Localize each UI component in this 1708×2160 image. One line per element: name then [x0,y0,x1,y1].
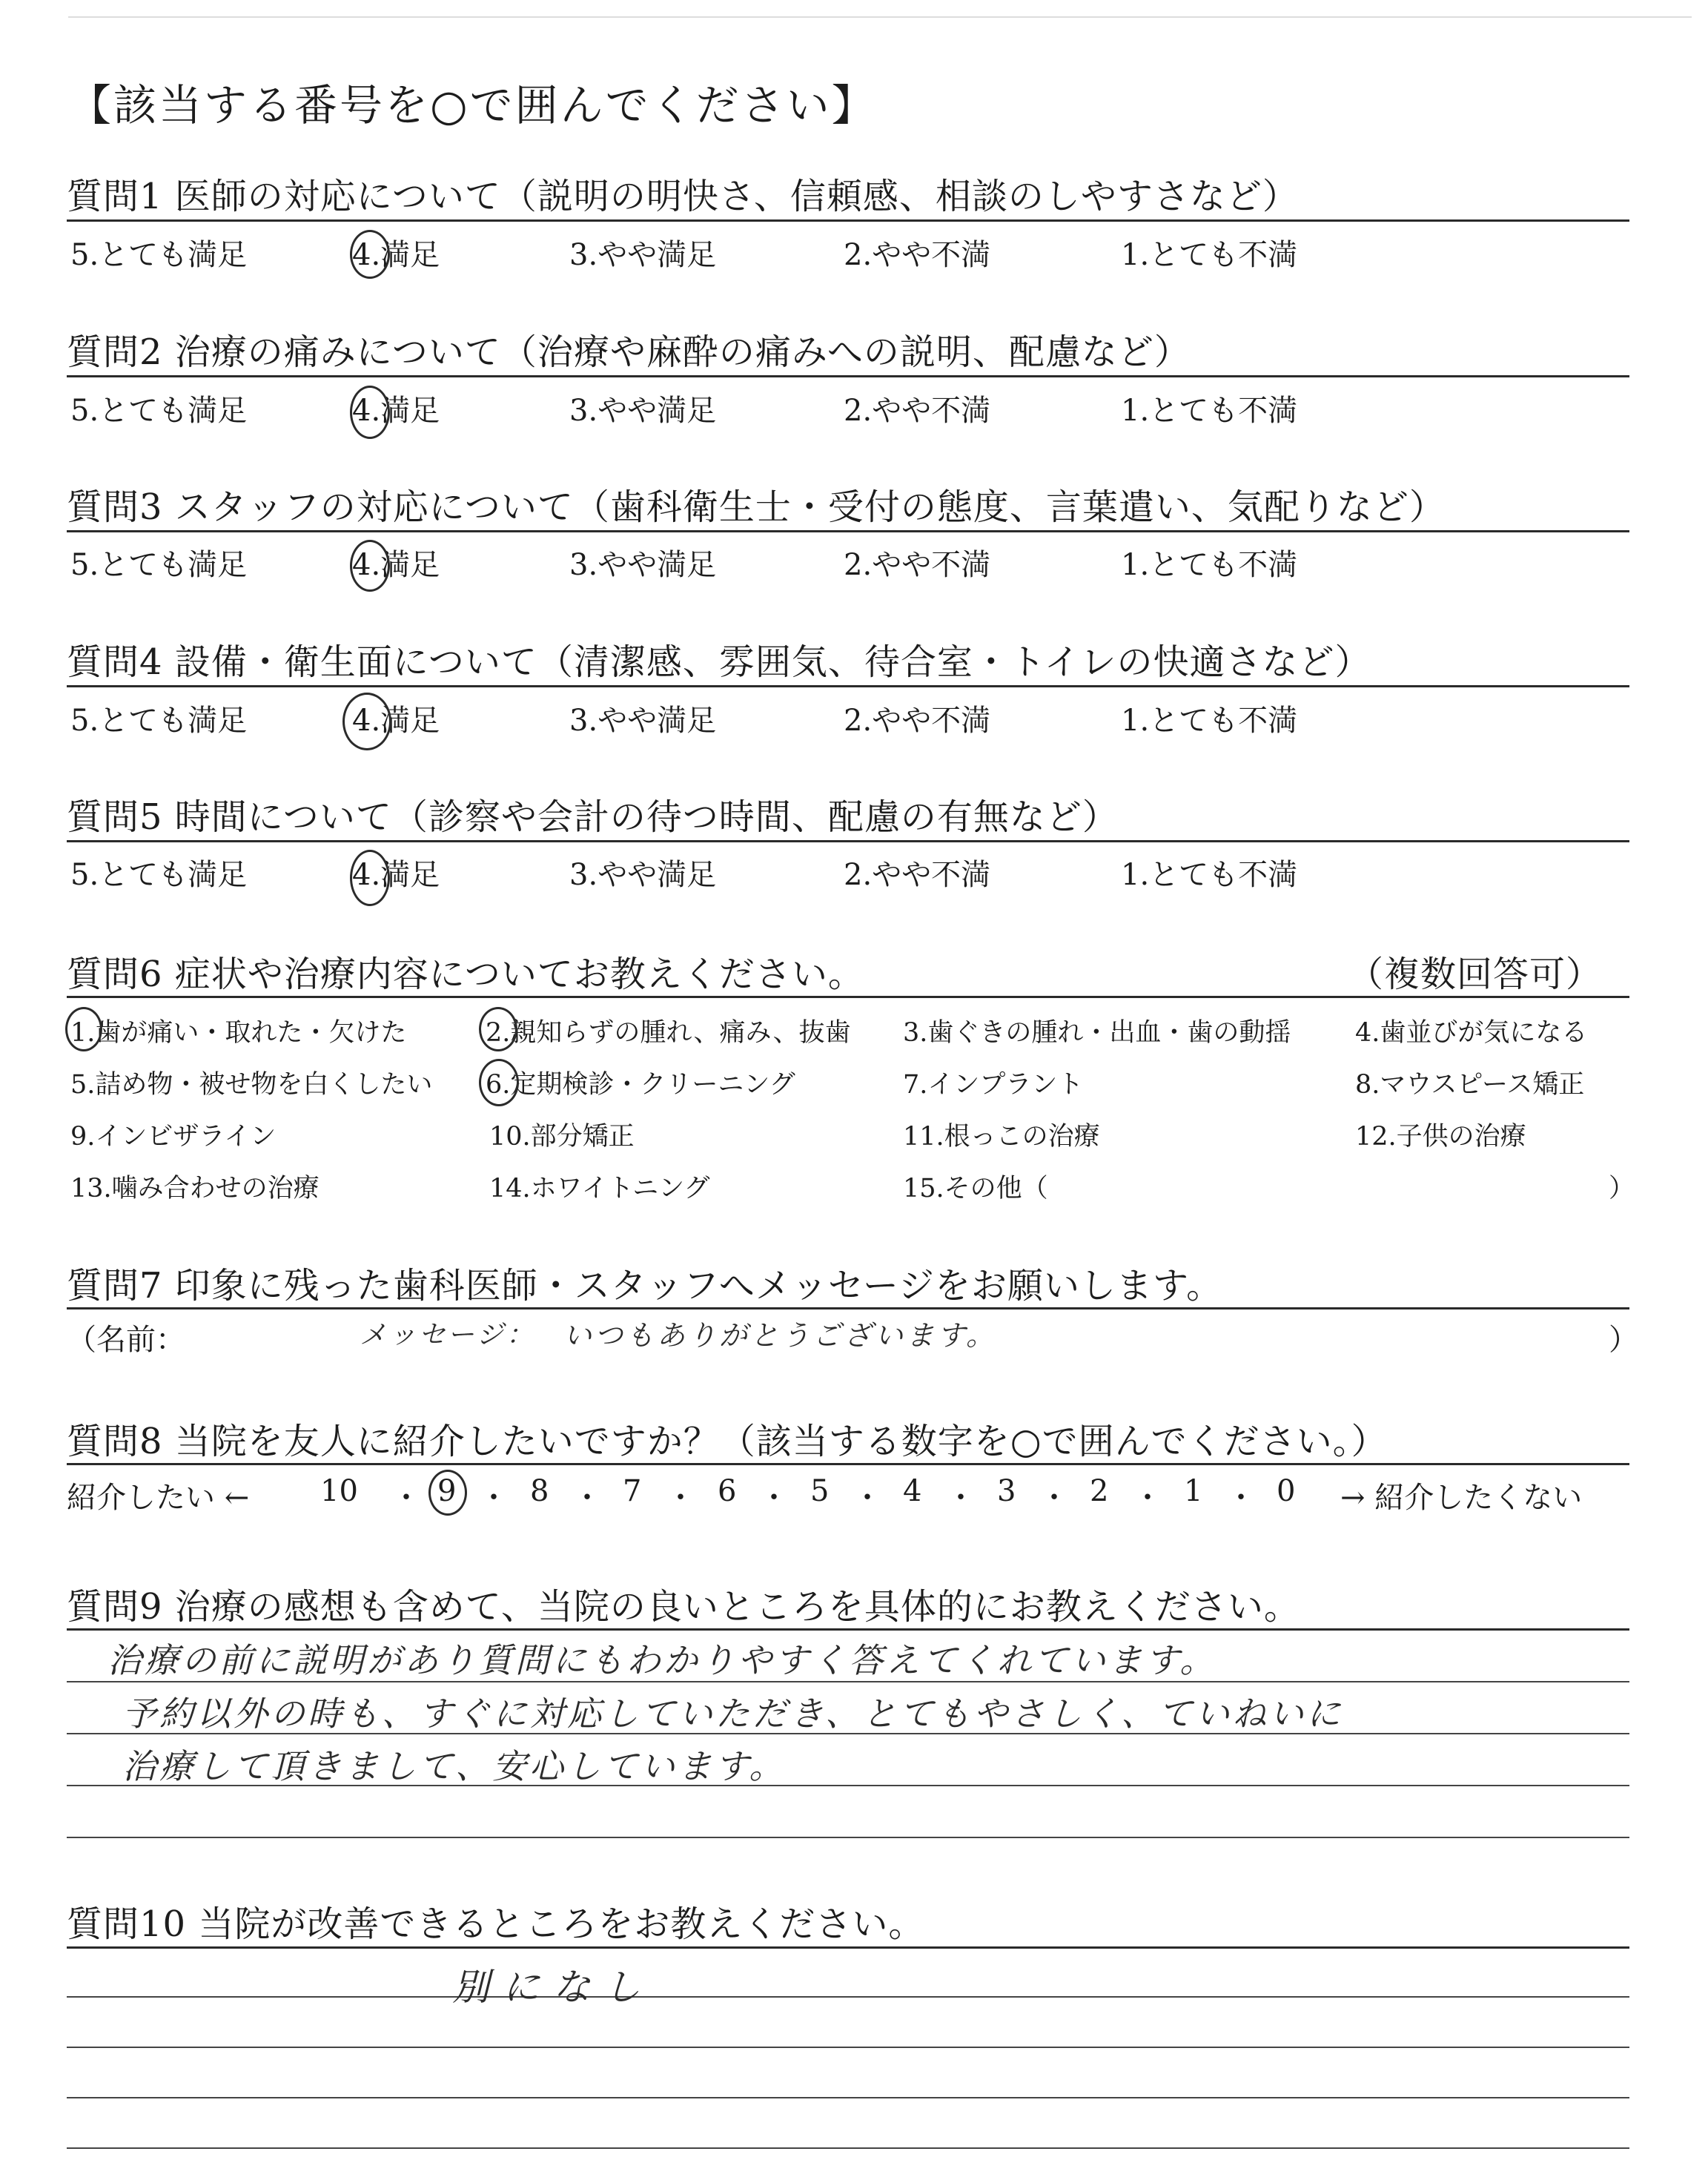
q8-selection-circle [428,1470,467,1516]
q1-option-2[interactable]: 2.やや不満 [844,238,991,272]
q5-option-2[interactable]: 2.やや不満 [844,858,991,892]
q7-message-label: メッセージ： [360,1320,536,1350]
q10-title: 質問10 当院が改善できるところをお教えください。 [67,1903,925,1945]
q1-option-3[interactable]: 3.やや満足 [569,238,717,272]
q2-title: 質問2 治療の痛みについて（治療や麻酔の痛みへの説明、配慮など） [67,331,1191,373]
q9-answer-line-3[interactable]: 治療して頂きまして、安心しています。 [122,1746,787,1786]
q2-option-2[interactable]: 2.やや不満 [844,394,991,428]
q4-option-5[interactable]: 5.とても満足 [70,704,248,738]
q6-option-11[interactable]: 11.根っこの治療 [903,1122,1100,1152]
q8-scale-1[interactable]: 1 [1184,1474,1203,1508]
q6-option-7[interactable]: 7.インプラント [903,1070,1084,1100]
q8-scale-0[interactable]: 0 [1277,1474,1296,1508]
q3-selection-circle [350,540,390,592]
q8-sep: ・ [479,1481,509,1515]
q6-option-13[interactable]: 13.噛み合わせの治療 [70,1174,320,1203]
page-title: 【該当する番号を○で囲んでください】 [68,80,877,131]
q3-divider [67,530,1629,532]
q8-scale-9[interactable]: 9 [437,1474,457,1508]
q8-sep: ・ [572,1481,602,1515]
q8-sep: ・ [666,1481,695,1515]
q7-message-text[interactable]: いつもありがとうございます。 [563,1319,997,1352]
q5-option-1[interactable]: 1.とても不満 [1121,858,1298,892]
q10-answer-line [67,2047,1629,2048]
q8-scale-4[interactable]: 4 [903,1474,922,1508]
q8-sep: ・ [759,1481,789,1515]
q3-option-3[interactable]: 3.やや満足 [569,548,717,582]
q8-sep: ・ [391,1481,421,1515]
q8-divider [67,1463,1629,1465]
q1-title: 質問1 医師の対応について（説明の明快さ、信頼感、相談のしやすさなど） [67,176,1299,217]
q10-answer-line [67,2147,1629,2149]
q8-right-label: → 紹介したくない [1340,1481,1583,1515]
q5-option-3[interactable]: 3.やや満足 [569,858,717,892]
q1-option-4[interactable]: 4.満足 [352,238,440,272]
q9-title: 質問9 治療の感想も含めて、当院の良いところを具体的にお教えください。 [67,1586,1300,1628]
q6-option-15[interactable]: 15.その他（ [903,1174,1048,1203]
q6-option-10[interactable]: 10.部分矯正 [489,1122,635,1152]
q7-divider [67,1307,1629,1309]
q8-scale-7[interactable]: 7 [623,1474,642,1508]
q1-divider [67,219,1629,222]
q6-option-6[interactable]: 6.定期検診・クリーニング [486,1070,795,1100]
q5-option-4[interactable]: 4.満足 [352,858,440,892]
q9-answer-line-2[interactable]: 予約以外の時も、すぐに対応していただき、とてもやさしく、ていねいに [122,1694,1344,1734]
q8-sep: ・ [1039,1481,1069,1515]
q4-selection-circle [342,693,391,750]
q6-option-6-circle [479,1059,519,1106]
q9-divider [67,1628,1629,1631]
q5-title: 質問5 時間について（診察や会計の待つ時間、配慮の有無など） [67,796,1119,838]
q9-answer-line [67,1837,1629,1838]
q1-option-5[interactable]: 5.とても満足 [70,238,248,272]
q2-option-5[interactable]: 5.とても満足 [70,394,248,428]
q4-option-3[interactable]: 3.やや満足 [569,704,717,738]
q3-option-1[interactable]: 1.とても不満 [1121,548,1298,582]
q8-sep: ・ [1226,1481,1256,1515]
q2-option-4[interactable]: 4.満足 [352,394,440,428]
q8-scale-6[interactable]: 6 [718,1474,737,1508]
q6-option-2[interactable]: 2.親知らずの腫れ、痛み、抜歯 [486,1018,851,1048]
q3-option-4[interactable]: 4.満足 [352,548,440,582]
q6-other-close: ） [1609,1174,1635,1203]
q5-option-5[interactable]: 5.とても満足 [70,858,248,892]
q8-left-label: 紹介したい ← [67,1481,250,1515]
q9-answer-line-1[interactable]: 治療の前に説明があり質問にもわかりやすく答えてくれています。 [107,1640,1217,1680]
q6-option-5[interactable]: 5.詰め物・被せ物を白くしたい [70,1070,433,1100]
q5-selection-circle [350,850,390,906]
q4-title: 質問4 設備・衛生面について（清潔感、雰囲気、待合室・トイレの快適さなど） [67,641,1371,683]
q8-sep: ・ [853,1481,882,1515]
q5-divider [67,840,1629,842]
q3-title: 質問3 スタッフの対応について（歯科衛生士・受付の態度、言葉遣い、気配りなど） [67,486,1446,528]
q6-divider [67,996,1629,998]
q8-title: 質問8 当院を友人に紹介したいですか？（該当する数字を○で囲んでください。） [67,1421,1388,1462]
q10-answer-line [67,1996,1629,1998]
q2-option-1[interactable]: 1.とても不満 [1121,394,1298,428]
q2-option-3[interactable]: 3.やや満足 [569,394,717,428]
q6-option-14[interactable]: 14.ホワイトニング [489,1174,710,1203]
q10-answer-text[interactable]: 別になし [452,1966,654,2009]
q6-option-8[interactable]: 8.マウスピース矯正 [1355,1070,1585,1100]
q8-scale-2[interactable]: 2 [1090,1474,1109,1508]
q10-answer-line [67,2097,1629,2098]
q8-scale-5[interactable]: 5 [810,1474,830,1508]
q6-option-4[interactable]: 4.歯並びが気になる [1355,1018,1588,1048]
q4-option-2[interactable]: 2.やや不満 [844,704,991,738]
q4-option-1[interactable]: 1.とても不満 [1121,704,1298,738]
q2-divider [67,375,1629,377]
q3-option-5[interactable]: 5.とても満足 [70,548,248,582]
q1-selection-circle [350,230,390,279]
top-edge-divider [68,16,1692,18]
q8-scale-8[interactable]: 8 [530,1474,549,1508]
q2-selection-circle [350,386,390,439]
q6-option-1-circle [65,1007,102,1051]
q7-title: 質問7 印象に残った歯科医師・スタッフへメッセージをお願いします。 [67,1265,1223,1307]
q7-close: ） [1609,1323,1638,1357]
q4-divider [67,685,1629,687]
q10-divider [67,1946,1629,1949]
q6-note: （複数回答可） [1348,954,1603,995]
q8-sep: ・ [1133,1481,1162,1515]
q4-option-4[interactable]: 4.満足 [352,704,440,738]
q6-title: 質問6 症状や治療内容についてお教えください。 [67,954,864,995]
q1-option-1[interactable]: 1.とても不満 [1121,238,1298,272]
q7-name-label: （名前： [67,1323,185,1357]
q8-scale-3[interactable]: 3 [997,1474,1016,1508]
q6-option-9[interactable]: 9.インビザライン [70,1122,277,1152]
q3-option-2[interactable]: 2.やや不満 [844,548,991,582]
q6-option-3[interactable]: 3.歯ぐきの腫れ・出血・歯の動揺 [903,1018,1291,1048]
q6-option-12[interactable]: 12.子供の治療 [1355,1122,1526,1152]
q8-sep: ・ [946,1481,976,1515]
q6-option-1[interactable]: 1.歯が痛い・取れた・欠けた [70,1018,407,1048]
q6-option-2-circle [479,1007,517,1051]
q8-scale-10[interactable]: 10 [320,1474,358,1508]
